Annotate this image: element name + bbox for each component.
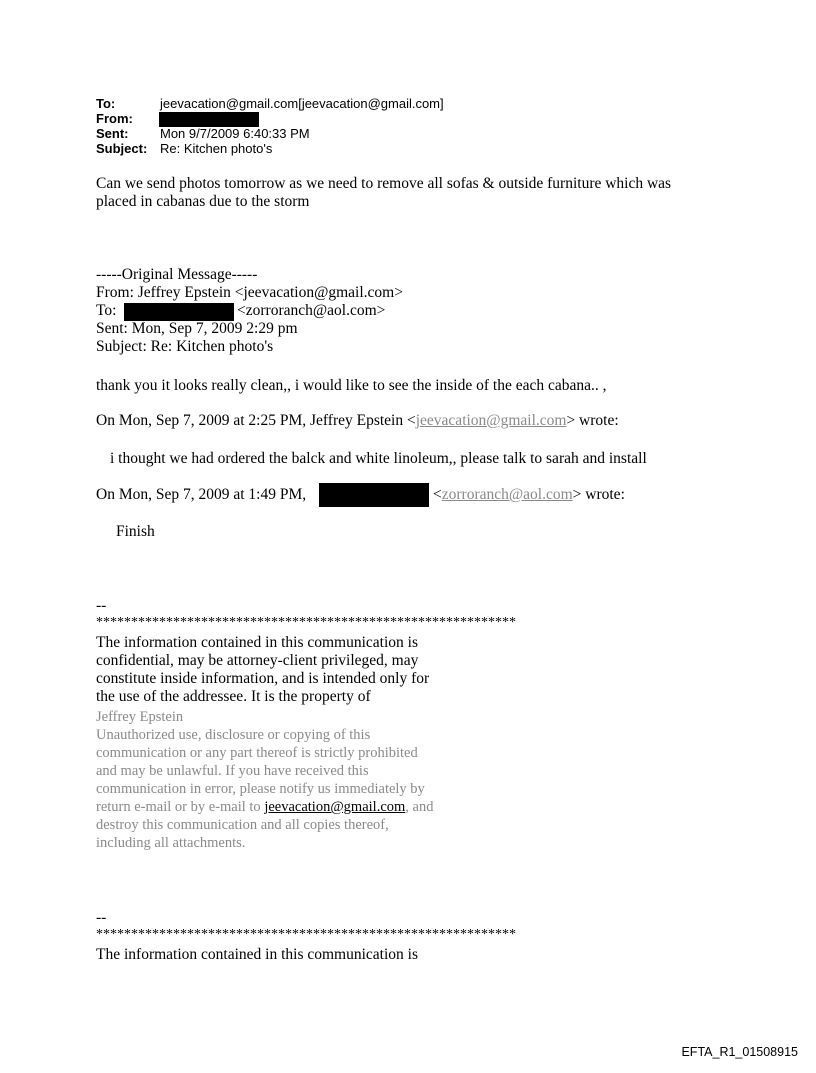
email-link[interactable]: jeevacation@gmail.com xyxy=(415,412,567,429)
disclaimer-line: the use of the addressee. It is the property of xyxy=(96,688,371,705)
to-label: To: xyxy=(96,96,116,111)
email-link[interactable]: jeevacation@gmail.com xyxy=(264,799,406,815)
sent-label: Sent: xyxy=(96,126,129,141)
quote-1-prefix: On Mon, Sep 7, 2009 at 2:25 PM, Jeffrey Epstein < xyxy=(96,412,416,429)
signature-dash: -- xyxy=(96,597,107,614)
message-3: Finish xyxy=(116,523,155,540)
signature-dash: -- xyxy=(96,909,107,926)
sent-value: Mon 9/7/2009 6:40:33 PM xyxy=(160,126,310,141)
message-1: thank you it looks really clean,, i would like to see the inside of the each cabana.. , xyxy=(96,377,607,394)
quote-2-suffix: > wrote: xyxy=(572,486,625,503)
original-sent: Sent: Mon, Sep 7, 2009 2:29 pm xyxy=(96,320,298,337)
quote-attribution-1 xyxy=(96,412,619,430)
to-value: jeevacation@gmail.com[jeevacation@gmail.com] xyxy=(160,96,444,111)
disclaimer-line: confidential, may be attorney-client privileged, may xyxy=(96,652,419,669)
reply-line: Can we send photos tomorrow as we need to remove all sofas & outside furniture which was xyxy=(96,175,672,192)
original-to-label: To: xyxy=(96,302,117,319)
quote-2-open: < xyxy=(433,486,442,503)
disclaimer-line: constitute inside information, and is intended only for xyxy=(96,670,430,687)
disclaimer-gray-line: Jeffrey Epstein xyxy=(96,709,184,725)
quote-attribution-2-address xyxy=(433,486,625,504)
disclaimer-gray-line: Unauthorized use, disclosure or copying of this xyxy=(96,727,371,743)
disclaimer-gray-line: destroy this communication and all copies thereof, xyxy=(96,817,389,833)
document-id: EFTA_R1_01508915 xyxy=(681,1045,798,1059)
disclaimer-gray-line: communication in error, please notify us immediately by xyxy=(96,781,425,797)
original-separator: -----Original Message----- xyxy=(96,266,258,283)
disclaimer-gray-line: communication or any part thereof is strictly prohibited xyxy=(96,745,418,761)
reply-line: placed in cabanas due to the storm xyxy=(96,193,310,210)
return-prefix: return e-mail or by e-mail to xyxy=(96,799,265,815)
disclaimer-line: The information contained in this communication is xyxy=(96,946,418,963)
subject-value: Re: Kitchen photo's xyxy=(160,141,273,156)
quote-1-suffix: > wrote: xyxy=(566,412,619,429)
original-from: From: Jeffrey Epstein <jeevacation@gmail.com> xyxy=(96,284,403,301)
star-divider: ************************************************************ xyxy=(96,615,516,630)
star-divider: ************************************************************ xyxy=(96,927,516,942)
return-suffix: , and xyxy=(405,799,434,815)
redaction-box xyxy=(159,112,259,127)
disclaimer-line: The information contained in this communication is xyxy=(96,634,418,651)
original-subject: Subject: Re: Kitchen photo's xyxy=(96,338,274,355)
subject-label: Subject: xyxy=(96,141,148,156)
redaction-box xyxy=(319,483,429,507)
original-to-address: <zorroranch@aol.com> xyxy=(237,302,386,319)
disclaimer-return-line xyxy=(96,798,433,816)
quote-attribution-2-prefix: On Mon, Sep 7, 2009 at 1:49 PM, xyxy=(96,486,307,503)
disclaimer-gray-line: including all attachments. xyxy=(96,835,246,851)
redaction-box xyxy=(124,303,234,321)
from-label: From: xyxy=(96,111,133,126)
email-link[interactable]: zorroranch@aol.com xyxy=(441,486,573,503)
disclaimer-gray-line: and may be unlawful. If you have received this xyxy=(96,763,369,779)
message-2: i thought we had ordered the balck and white linoleum,, please talk to sarah and install xyxy=(110,450,647,467)
